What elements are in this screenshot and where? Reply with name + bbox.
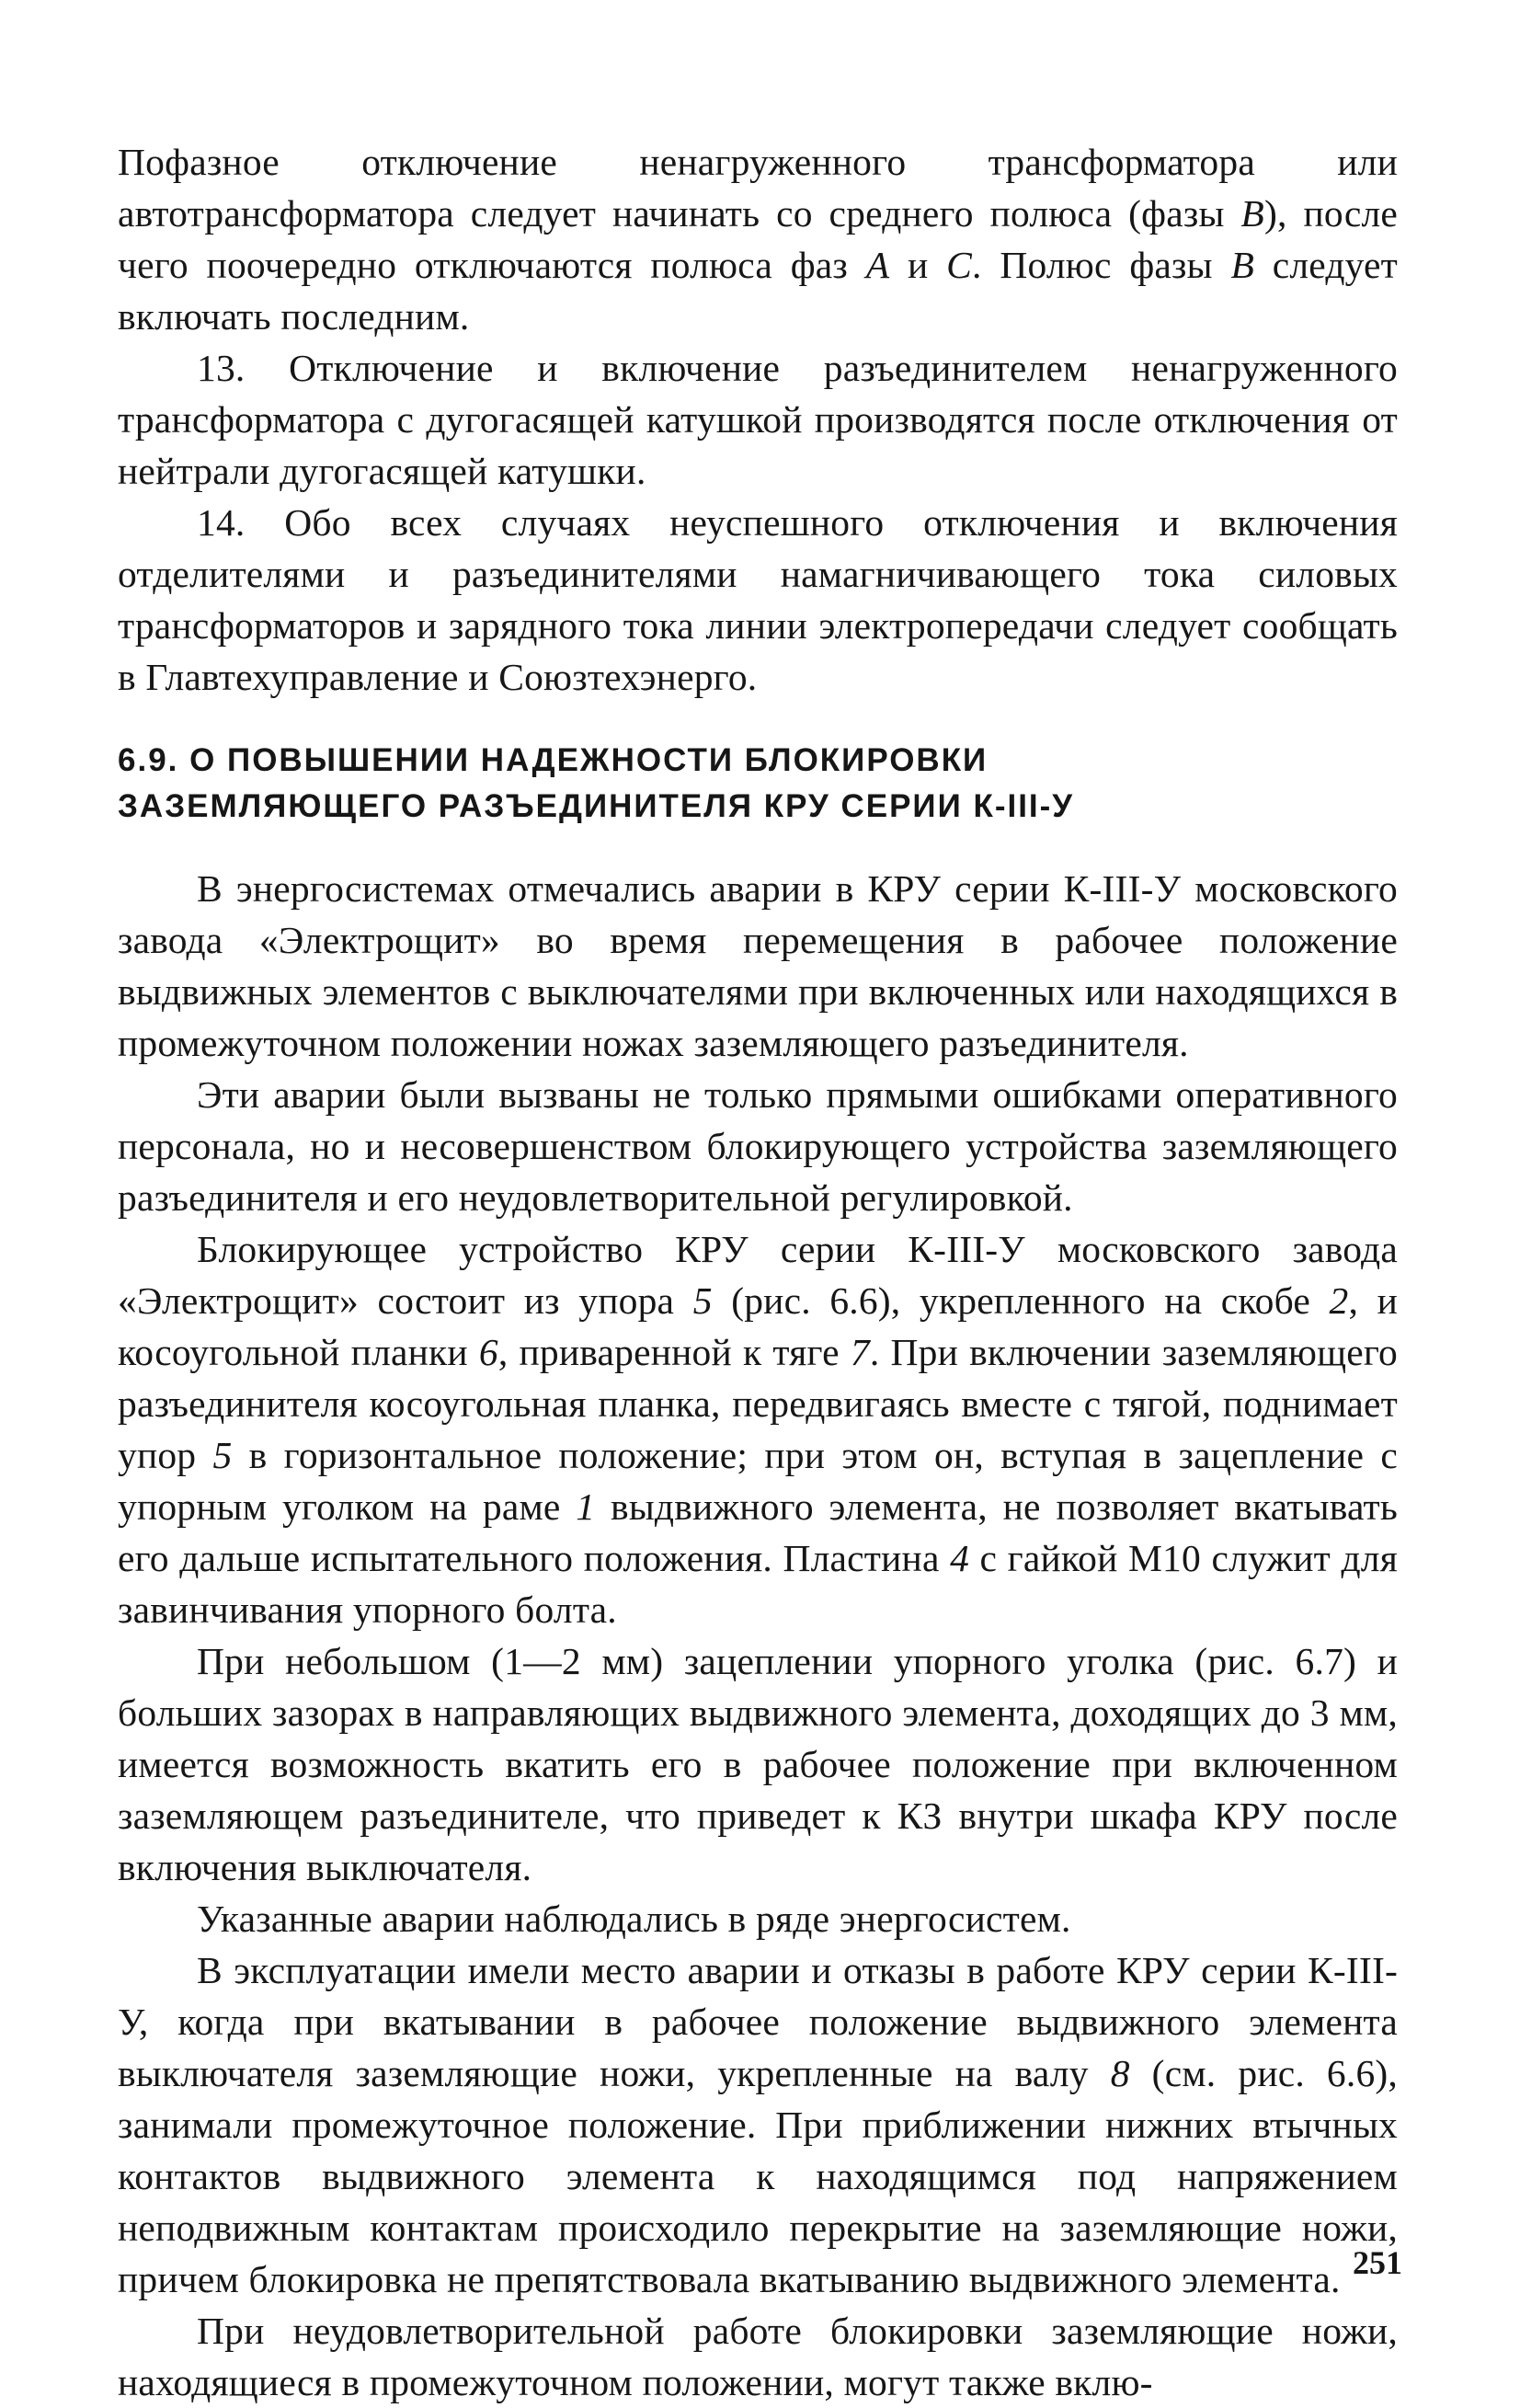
section-text-block [118,863,1398,2408]
page-number: 251 [1353,2244,1402,2281]
italic-reference: 6 [478,1331,498,1373]
paragraph: При небольшом (1—2 мм) зацеплении упорного уголка (рис. 6.7) и больших зазорах в направляющих выдвижного элемента, доходящих до 3 мм, имеется возможность вкатить его в рабочее положение при включенном заземляющем разъединителе, что приведет к КЗ внутри шкафа КРУ после включения выключателя. [118,1640,1398,1888]
italic-reference: 7 [850,1331,870,1373]
italic-reference: 5 [212,1434,233,1476]
italic-reference: 5 [692,1279,713,1322]
paragraph: В энергосистемах отмечались аварии в КРУ серии К-III-У московского завода «Электрощит» во время перемещения в рабочее положение выдвижных элементов с выключателями при включенных или находящихся в промежуточном положении ножах заземляющего разъединителя. [118,867,1398,1064]
paragraph: При неудовлетворительной работе блокировки заземляющие ножи, находящиеся в промежуточном положении, могут также вклю- [118,2310,1398,2403]
section-heading [118,738,1398,830]
italic-reference: 1 [576,1485,596,1528]
paragraph: 13. Отключение и включение разъединителем ненагруженного трансформатора с дугогасящей катушкой производятся после отключения от нейтрали дугогасящей катушки. [118,347,1398,492]
paragraph: В эксплуатации имели место аварии и отказы в работе КРУ серии К-III-У, когда при вкатывании в рабочее положение выдвижного элемента выключателя заземляющие ножи, укрепленные на валу 8 (см. рис. 6.6), занимали промежуточное положение. При приближении нижних втычных контактов выдвижного элемента к находящимся под напряжением неподвижным контактам происходило перекрытие на заземляющие ножи, причем блокировка не препятствовала вкатыванию выдвижного элемента. [118,1949,1398,2300]
paragraph: Указанные аварии наблюдались в ряде энергосистем. [197,1898,1071,1940]
book-page [118,136,1398,2408]
intro-text-block [118,136,1398,703]
section-heading-line-2: ЗАЗЕМЛЯЮЩЕГО РАЗЪЕДИНИТЕЛЯ КРУ СЕРИИ К-III-У [118,788,1075,824]
paragraph: 14. Обо всех случаях неуспешного отключения и включения отделителями и разъединителями намагничивающего тока силовых трансформаторов и зарядного тока линии электропередачи следует сообщать в Главтехуправление и Союзтехэнерго. [118,501,1398,698]
section-heading-line-1: 6.9. О ПОВЫШЕНИИ НАДЕЖНОСТИ БЛОКИРОВКИ [118,742,989,778]
italic-reference: 2 [1329,1279,1349,1322]
italic-reference: А [865,244,890,286]
italic-reference: 8 [1110,2052,1130,2094]
paragraph: Пофазное отключение ненагруженного трансформатора или автотрансформатора следует начинать со среднего полюса (фазы В), после чего поочередно отключаются полюса фаз А и С. Полюс фазы В следует включать последним. [118,141,1399,338]
paragraph: Эти аварии были вызваны не только прямыми ошибками оперативного персонала, но и несовершенством блокирующего устройства заземляющего разъединителя и его неудовлетворительной регулировкой. [118,1073,1398,1219]
italic-reference: В [1230,244,1254,286]
italic-reference: 4 [950,1537,970,1579]
italic-reference: С [946,244,973,286]
italic-reference: В [1240,192,1264,235]
paragraph: Блокирующее устройство КРУ серии К-III-У московского завода «Электрощит» состоит из упора 5 (рис. 6.6), укрепленного на скобе 2, и косоугольной планки 6, приваренной к тяге 7. При включении заземляющего разъединителя косоугольная планка, передвигаясь вместе с тягой, поднимает упор 5 в горизонтальное положение; при этом он, вступая в зацепление с упорным уголком на раме 1 выдвижного элемента, не позволяет вкатывать его дальше испытательного положения. Пластина 4 с гайкой М10 служит для завинчивания упорного болта. [118,1228,1399,1631]
